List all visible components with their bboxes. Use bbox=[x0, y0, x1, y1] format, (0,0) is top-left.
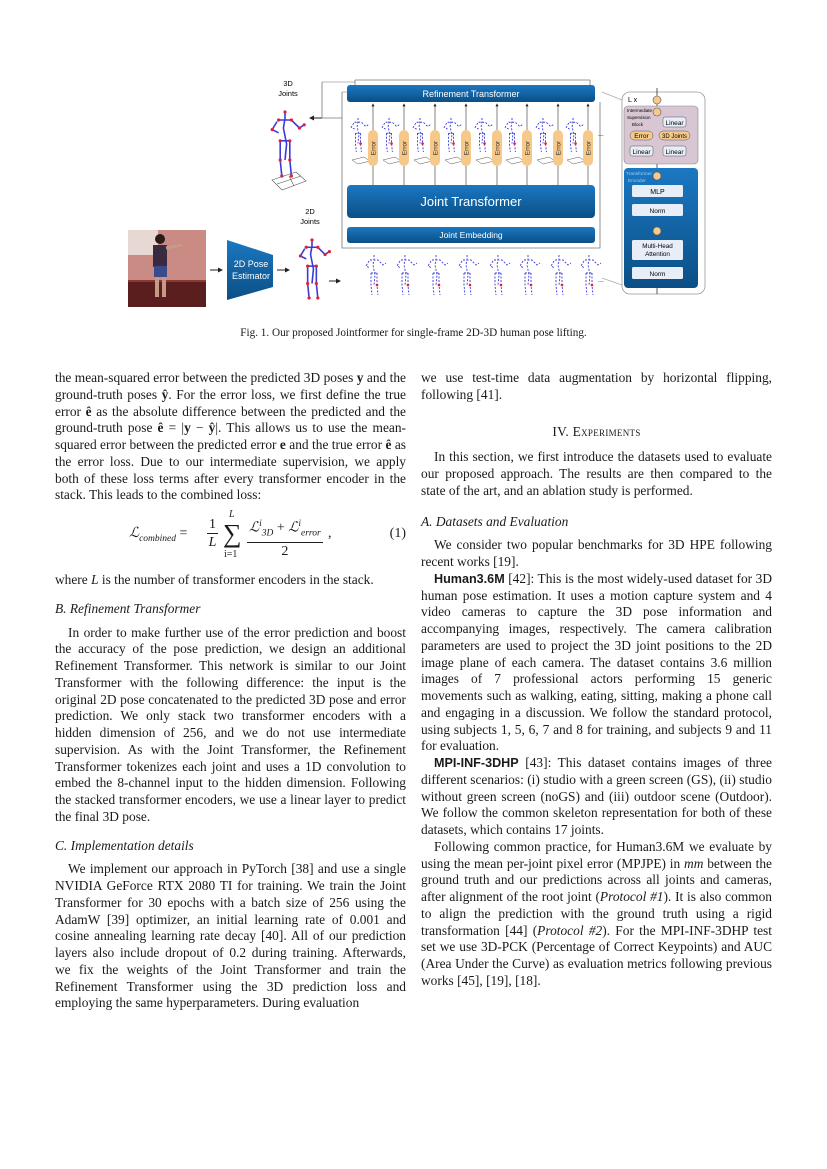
equation-fraction: ℒ$^i_{3D}$ + ℒ$^i_{error}$ 2 bbox=[247, 516, 323, 560]
ground-grid bbox=[506, 157, 524, 164]
ground-grid bbox=[476, 157, 494, 164]
ground-grid bbox=[567, 157, 585, 164]
right-column bbox=[421, 370, 772, 990]
skeleton-token-3d bbox=[475, 118, 492, 152]
styled-text: y bbox=[184, 420, 191, 436]
intermediate-supervision-label: Supervision bbox=[627, 115, 651, 120]
ellipsis: ... bbox=[598, 277, 604, 284]
sum-symbol: ∑ bbox=[223, 519, 242, 548]
skeleton-token-3d bbox=[536, 118, 553, 152]
skeleton-token-3d bbox=[351, 118, 368, 152]
skeleton-token-input bbox=[397, 255, 417, 295]
ground-grid bbox=[272, 172, 306, 190]
styled-text: y bbox=[356, 370, 364, 385]
ellipsis: ... bbox=[598, 131, 604, 138]
skeleton-token-input bbox=[459, 255, 479, 295]
error-pill bbox=[553, 130, 563, 166]
paragraph: Following common practice, for Human3.6M we evaluate by using the mean per-joint pixel error (MPJPE) in mm between the ground truth and our predictions across all joints and cameras, after alignment of the root joint (Protocol #1). It is also common to align the prediction with the ground truth using a rigid transformation [44] (Protocol #2). For the MPI-INF-3DHP test set we use 3D-PCK (Percentage of Correct Keypoints) and AUC (Area Under the Curve) as evaluation metrics following previous works [45], [19], [18]. bbox=[421, 838, 772, 988]
linear-label: Linear bbox=[632, 149, 651, 156]
skeleton-token-3d bbox=[382, 118, 399, 152]
joint-transformer-label: Joint Transformer bbox=[420, 194, 522, 209]
skeleton-token-3d bbox=[566, 118, 583, 152]
error-label: Error bbox=[634, 133, 649, 140]
jointformer-architecture-figure bbox=[0, 0, 827, 320]
styled-text: e bbox=[279, 437, 286, 452]
intermediate-supervision-label: Intermediate bbox=[627, 108, 653, 113]
error-pill-label: Error bbox=[432, 140, 440, 156]
skeleton-token-input bbox=[551, 255, 571, 295]
ground-grid bbox=[352, 157, 370, 164]
skeleton-token-input bbox=[428, 255, 448, 295]
refinement-transformer-label: Refinement Transformer bbox=[422, 89, 520, 99]
lx-label: L x bbox=[628, 97, 638, 104]
joints-2d-label: 2D bbox=[305, 207, 315, 216]
error-pill bbox=[399, 130, 409, 166]
sum-lower: i=1 bbox=[224, 549, 238, 560]
mha-label: Multi-Head bbox=[642, 243, 673, 250]
section-heading-b: B. Refinement Transformer bbox=[55, 600, 201, 616]
styled-text: ŷ bbox=[208, 420, 216, 436]
intermediate-supervision-label: Block bbox=[632, 122, 644, 127]
error-pill-label: Error bbox=[370, 140, 378, 156]
paragraph: We consider two popular benchmarks for 3D HPE following recent works [19]. bbox=[421, 537, 772, 569]
input-image bbox=[128, 230, 206, 307]
styled-text: Protocol #1 bbox=[599, 889, 664, 904]
paragraph: We implement our approach in PyTorch [38] and use a single NVIDIA GeForce RTX 2080 TI for training. We train the Joint Transformer for 30 epochs with a batch size of 256 using the AdamW [39] optimizer, an initial learning rate of 0.001 and cosine annealing learning rate decay [40]. All of our prediction layers also include dropout of 0.2 during training. Afterwards, we fix the weights of the Joint Transformer and train the Refinement Transformer using the 3D prediction loss and employing the same hyperparameters. During evaluation bbox=[55, 861, 406, 1011]
error-pill-label: Error bbox=[585, 140, 593, 156]
skeleton-token-input bbox=[520, 255, 540, 295]
joints-3d-output-label: 3D Joints bbox=[661, 134, 688, 140]
styled-text: MPI-INF-3DHP bbox=[434, 756, 519, 770]
norm-label: Norm bbox=[649, 271, 666, 278]
error-pill bbox=[492, 130, 502, 166]
skeleton-token-3d bbox=[505, 118, 522, 152]
paragraph: the mean-squared error between the predicted 3D poses y and the ground-truth poses ŷ. For the error loss, we first define the true error ê as the absolute difference between the predicted and the ground-truth pose ê = |y − ŷ|. This allows us to use the mean-squared error between the predicted error e and the true error ê as the error loss. Due to our intermediate supervision, we apply both of these loss terms after every transformer encoder in the stack. This leads to the combined loss: bbox=[55, 370, 407, 503]
styled-text: Human3.6M bbox=[434, 571, 505, 586]
pose-estimator-label: Estimator bbox=[231, 271, 271, 281]
ground-grid bbox=[537, 157, 555, 164]
skeleton-token-input bbox=[366, 255, 386, 295]
equation-fraction: $\frac{1}{L}$ bbox=[208, 517, 217, 550]
styled-text: mm bbox=[684, 855, 704, 871]
paragraph: Human3.6M [42]: This is the most widely-used dataset for 3D human pose estimation. It uses a motion capture system and 4 video cameras to capture the 3D pose information and accompanying images, respectively. The camera calibration parameters are used to project the 3D joint positions to the 2D image plane of each camera. The dataset contains 3.6 million images of 7 professional actors performing 15 generic movements such as walking, eating, sitting, making a phone call and engaging in a discussion. We follow the standard protocol, using subjects 1, 5, 6, 7 and 8 for training, and subjects 9 and 11 for evaluation. bbox=[421, 570, 772, 754]
sum-upper: L bbox=[229, 509, 235, 520]
error-pill-label: Error bbox=[555, 140, 563, 156]
section-heading-iv: IV. Experiments bbox=[552, 423, 641, 439]
transformer-encoder-label: Encoder bbox=[628, 179, 646, 184]
styled-text: Protocol #2 bbox=[537, 922, 603, 938]
error-pill-label: Error bbox=[494, 140, 502, 156]
section-heading-c: C. Implementation details bbox=[55, 837, 194, 853]
styled-text: ê bbox=[85, 403, 92, 419]
paragraph: we use test-time data augmentation by horizontal flipping, following [41]. bbox=[421, 370, 772, 402]
skeleton-token-input bbox=[581, 255, 601, 295]
styled-text: L bbox=[91, 572, 99, 587]
ground-grid bbox=[383, 157, 401, 164]
encoder-detail-panel bbox=[622, 88, 705, 294]
paragraph: In order to make further use of the error prediction and boost the accuracy of the pose prediction, we design an additional Refinement Transformer. This network is similar to our Joint Transformer with the following difference: the input is the original 2D pose concatenated to the predicted 3D pose and error prediction. We only stack two transformer encoders with a hidden dimension of 256, and we do not use intermediate supervision. As with the Joint Transformer, the Refinement Transformer tokenizes each joint and uses a 1D convolution to embed the 8-channel input to the hidden dimension. Following the stacked transformer encoders, we use a linear layer to predict the final 3D pose. bbox=[55, 624, 406, 824]
joint-transformer-block bbox=[347, 185, 595, 218]
pose-estimator-label: 2D Pose bbox=[233, 259, 269, 269]
norm-label: Norm bbox=[649, 208, 666, 215]
error-pill bbox=[583, 130, 593, 166]
equation-lhs: ℒ$_{combined}$ = bbox=[129, 526, 188, 544]
section-heading-a: A. Datasets and Evaluation bbox=[421, 513, 569, 529]
ground-grid bbox=[445, 157, 463, 164]
paragraph: MPI-INF-3DHP [43]: This dataset contains images of three different scenarios: (i) studio with a green screen (GS), (ii) studio without green screen (noGS) and (iii) outdoor scene (Outdoor). We follow the common skeleton representation for both of these datasets, which contains 17 joints. bbox=[421, 755, 772, 837]
error-pill-label: Error bbox=[463, 140, 471, 156]
error-pill-group bbox=[352, 104, 593, 185]
joints-2d-label: Joints bbox=[300, 217, 320, 226]
skeleton-token-3d bbox=[444, 118, 461, 152]
error-pill bbox=[461, 130, 471, 166]
skeleton-token-3d bbox=[413, 118, 430, 152]
ground-grid bbox=[414, 157, 432, 164]
joint-embedding-label: Joint Embedding bbox=[439, 230, 503, 240]
skeleton-3d-output bbox=[271, 110, 306, 177]
styled-text: ê bbox=[385, 437, 392, 452]
equation-comma: , bbox=[328, 526, 332, 541]
error-pill-label: Error bbox=[401, 140, 409, 156]
styled-text: ê bbox=[157, 420, 164, 436]
error-pill bbox=[368, 130, 378, 166]
joints-3d-label: 3D bbox=[283, 79, 293, 88]
paragraph: where L is the number of transformer encoders in the stack. bbox=[55, 572, 374, 587]
skeleton-token-input bbox=[490, 255, 510, 295]
refinement-transformer-block bbox=[347, 85, 595, 102]
left-column bbox=[55, 370, 406, 1012]
equation-number: (1) bbox=[389, 526, 406, 541]
mlp-label: MLP bbox=[650, 189, 665, 196]
skeleton-2d-input bbox=[299, 238, 331, 299]
joint-embedding-block bbox=[347, 227, 595, 243]
paragraph: In this section, we first introduce the datasets used to evaluate our proposed approach. The results are then compared to the state of the art, and an ablation study is performed. bbox=[421, 449, 772, 498]
linear-label: Linear bbox=[665, 149, 684, 156]
styled-text: ŷ bbox=[161, 386, 169, 402]
transformer-encoder-label: Transformer bbox=[626, 172, 652, 177]
error-pill-label: Error bbox=[524, 140, 532, 156]
pose-estimator-block bbox=[227, 240, 273, 300]
mha-label: Attention bbox=[645, 251, 670, 258]
joints-3d-label: Joints bbox=[278, 89, 298, 98]
equation-1 bbox=[55, 508, 406, 566]
error-pill bbox=[522, 130, 532, 166]
figure-caption: Fig. 1. Our proposed Jointformer for single-frame 2D-3D human pose lifting. bbox=[240, 327, 587, 339]
error-pill bbox=[430, 130, 440, 166]
linear-label: Linear bbox=[665, 120, 684, 127]
